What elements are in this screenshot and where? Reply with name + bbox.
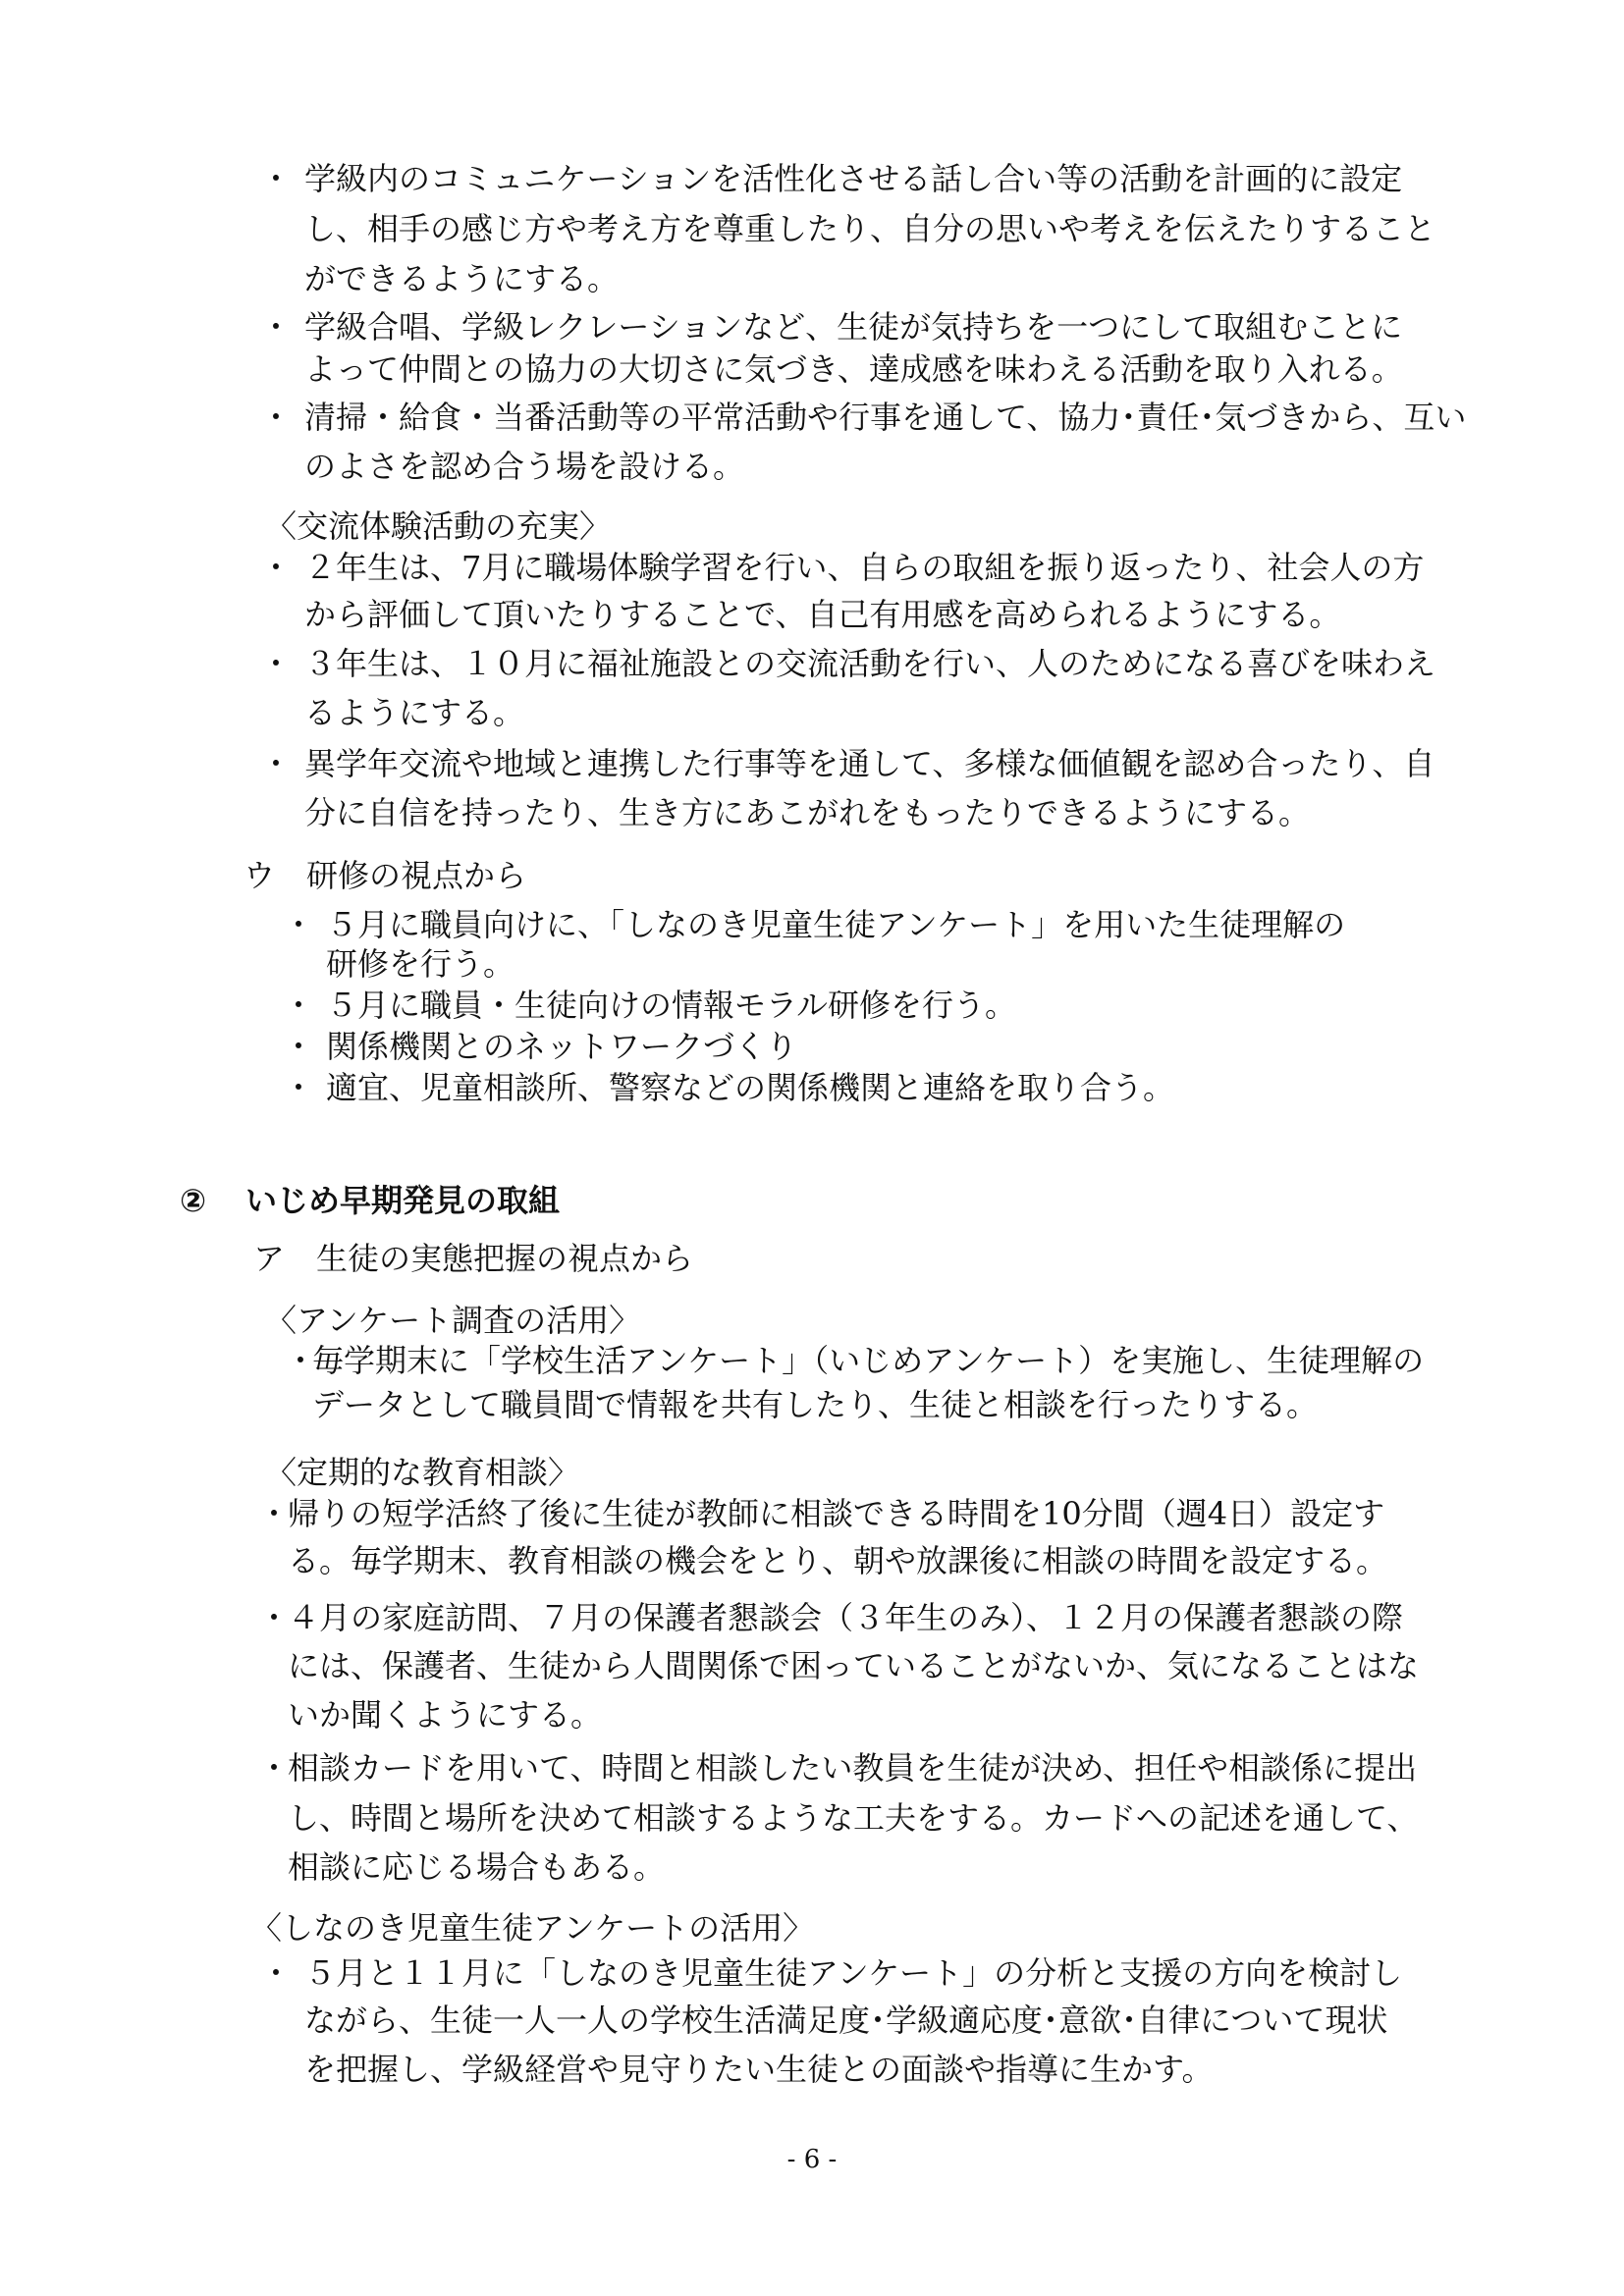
bullet: ・ xyxy=(258,1749,291,1787)
text-line: 学級合唱、学級レクレーションなど、生徒が気持ちを一つにして取組むことに xyxy=(304,308,1403,346)
text-line: データとして職員間で情報を共有したり、生徒と相談を行ったりする。 xyxy=(312,1386,1319,1423)
text-line: ４月の家庭訪問、７月の保護者懇談会（３年生のみ）、１２月の保護者懇談の際 xyxy=(288,1599,1404,1636)
bullet: ・ xyxy=(260,745,293,782)
bullet: ・ xyxy=(260,645,293,682)
bullet: ・ xyxy=(260,160,293,197)
subsection-title: 〈しなのき児童生徒アンケートの活用〉 xyxy=(250,1909,815,1947)
text-line: るようにする。 xyxy=(304,694,525,731)
text-line: 関係機関とのネットワークづくり xyxy=(326,1028,798,1065)
subsection-title: 〈アンケート調査の活用〉 xyxy=(265,1302,641,1339)
text-line: し、時間と場所を決めて相談するような工夫をする。カードへの記述を通して、 xyxy=(288,1799,1419,1837)
bullet: ・ xyxy=(283,1069,315,1106)
text-line: る。毎学期末、教育相談の機会をとり、朝や放課後に相談の時間を設定する。 xyxy=(288,1542,1388,1579)
section-title: いじめ早期発見の取組 xyxy=(245,1182,561,1219)
text-line: ５月に職員向けに、「しなのき児童生徒アンケート」を用いた生徒理解の xyxy=(326,906,1346,943)
text-line: ２年生は、7月に職場体験学習を行い、自らの取組を振り返ったり、社会人の方 xyxy=(304,549,1425,586)
bullet: ・ xyxy=(258,1599,291,1636)
bullet: ・ xyxy=(283,987,315,1024)
text-line: 異学年交流や地域と連携した行事等を通して、多様な価値観を認め合ったり、自 xyxy=(304,745,1435,782)
text-line: 研修を行う。 xyxy=(326,945,515,983)
section-number: ② xyxy=(180,1182,207,1219)
text-line: 分に自信を持ったり、生き方にあこがれをもったりできるようにする。 xyxy=(304,794,1311,831)
text-line: ができるようにする。 xyxy=(304,260,620,297)
text-line: 相談に応じる場合もある。 xyxy=(288,1848,666,1886)
subsection-title: ウ 研修の視点から xyxy=(244,857,527,894)
bullet: ・ xyxy=(260,308,293,346)
subsection-title: 〈定期的な教育相談〉 xyxy=(265,1454,580,1491)
text-line: いか聞くようにする。 xyxy=(288,1696,603,1734)
bullet: ・ xyxy=(285,1342,317,1379)
text-line: 帰りの短学活終了後に生徒が教師に相談できる時間を10分間（週4日）設定す xyxy=(288,1495,1385,1532)
text-line: 相談カードを用いて、時間と相談したい教員を生徒が決め、担任や相談係に提出 xyxy=(288,1749,1418,1787)
text-line: のよさを認め合う場を設ける。 xyxy=(304,448,745,485)
text-line: ５月に職員・生徒向けの情報モラル研修を行う。 xyxy=(326,987,1017,1024)
text-line: ５月と１１月に「しなのき児童生徒アンケート」の分析と支援の方向を検討し xyxy=(304,1954,1403,1992)
text-line: 学級内のコミュニケーションを活性化させる話し合い等の活動を計画的に設定 xyxy=(304,160,1403,197)
text-line: には、保護者、生徒から人間関係で困っていることがないか、気になることはな xyxy=(288,1647,1420,1684)
text-line: ３年生は、１０月に福祉施設との交流活動を行い、人のためになる喜びを味わえ xyxy=(304,645,1436,682)
text-line: よって仲間との協力の大切さに気づき、達成感を味わえる活動を取り入れる。 xyxy=(304,350,1403,388)
section-subtitle: ア 生徒の実態把握の視点から xyxy=(253,1240,694,1277)
text-line: から評価して頂いたりすることで、自己有用感を高められるようにする。 xyxy=(304,596,1341,633)
page-number: - 6 - xyxy=(786,2145,838,2174)
text-line: 毎学期末に「学校生活アンケート」（いじめアンケート）を実施し、生徒理解の xyxy=(312,1342,1425,1379)
bullet: ・ xyxy=(258,1495,291,1532)
bullet: ・ xyxy=(283,1028,315,1065)
bullet: ・ xyxy=(260,549,293,586)
bullet: ・ xyxy=(283,906,315,943)
text-line: ながら、生徒一人一人の学校生活満足度･学級適応度･意欲･自律について現状 xyxy=(304,2002,1388,2039)
subsection-title: 〈交流体験活動の充実〉 xyxy=(265,507,612,545)
bullet: ・ xyxy=(260,1954,293,1992)
text-line: 適宜、児童相談所、警察などの関係機関と連絡を取り合う。 xyxy=(326,1069,1175,1106)
text-line: 清掃・給食・当番活動等の平常活動や行事を通して、協力･責任･気づきから、互い xyxy=(304,399,1467,436)
bullet: ・ xyxy=(260,399,293,436)
text-line: を把握し、学級経営や見守りたい生徒との面談や指導に生かす。 xyxy=(304,2051,1214,2088)
text-line: し、相手の感じ方や考え方を尊重したり、自分の思いや考えを伝えたりすること xyxy=(304,210,1436,247)
